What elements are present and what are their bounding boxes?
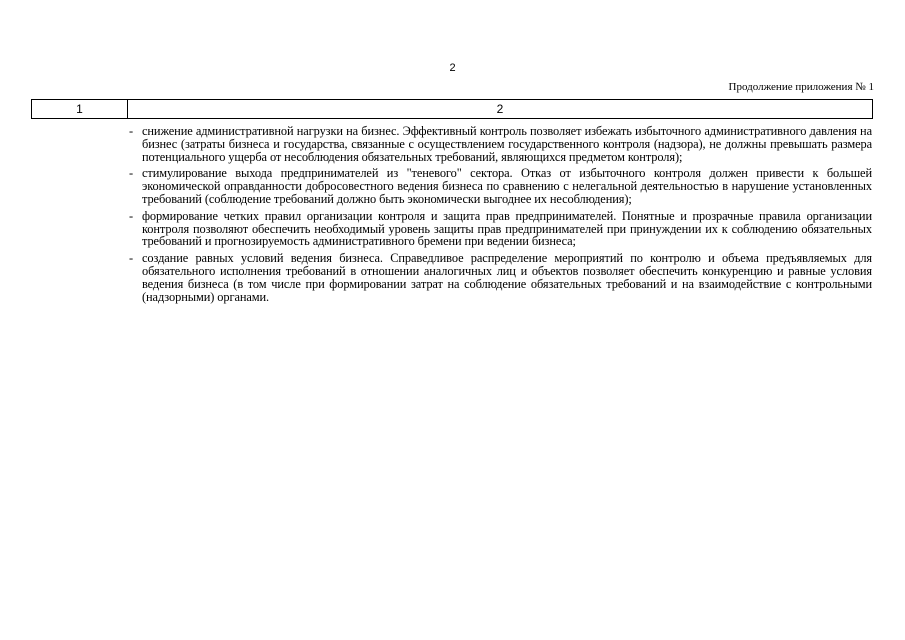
list-item [129, 167, 872, 205]
list-item [129, 252, 872, 303]
list-item [129, 125, 872, 163]
list-item-text: снижение административной нагрузки на бизнес. Эффективный контроль позволяет избежать избыточного административного давления на бизнес (затраты бизнеса и государства, связанные с осуществлением государственного контроля (надзора), не должны превышать размера потенциального ущерба от несоблюдения обязательных требований, являющихся предметом контроля); [142, 124, 872, 164]
list-bullet: - [129, 251, 134, 266]
column-number-2: 2 [128, 100, 873, 119]
column-number-1: 1 [32, 100, 128, 119]
list-item [129, 210, 872, 248]
column-header-row [32, 100, 873, 119]
page-number: 2 [449, 62, 456, 74]
list-item-text: формирование четких правил организации контроля и защита прав предпринимателей. Понятные и прозрачные правила организации контроля позволяют обеспечить необходимый уровень защиты прав предпринимателей при принуждении их к соблюдению обязательных требований и прогнозируемость административного бремени при ведении бизнеса; [142, 208, 872, 249]
list-bullet: - [129, 124, 134, 138]
list-item-text: стимулирование выхода предпринимателей из "теневого" сектора. Отказ от избыточного контроля должен привести к большей экономической оправданности добросовестного ведения бизнеса по сравнению с нелегальной деятельностью в нарушение установленных требований (соблюдение требований должно быть экономически выгоднее их несоблюдения); [142, 166, 872, 206]
continuation-label: Продолжение приложения № 1 [728, 81, 874, 93]
list-bullet: - [129, 208, 134, 223]
list-item-text: создание равных условий ведения бизнеса. Справедливое распределение мероприятий по контролю и объема предъявляемых для обязательного исполнения требований в отношении аналогичных лиц и объектов позволяет обеспечить конкуренцию и равные условия ведения бизнеса (в том числе при формировании затрат на соблюдение обязательных требований и на взаимодействие с контрольными (надзорными) органами. [142, 251, 872, 304]
list-bullet: - [129, 166, 134, 181]
requirements-list [129, 125, 872, 307]
column-header-table [31, 99, 873, 119]
